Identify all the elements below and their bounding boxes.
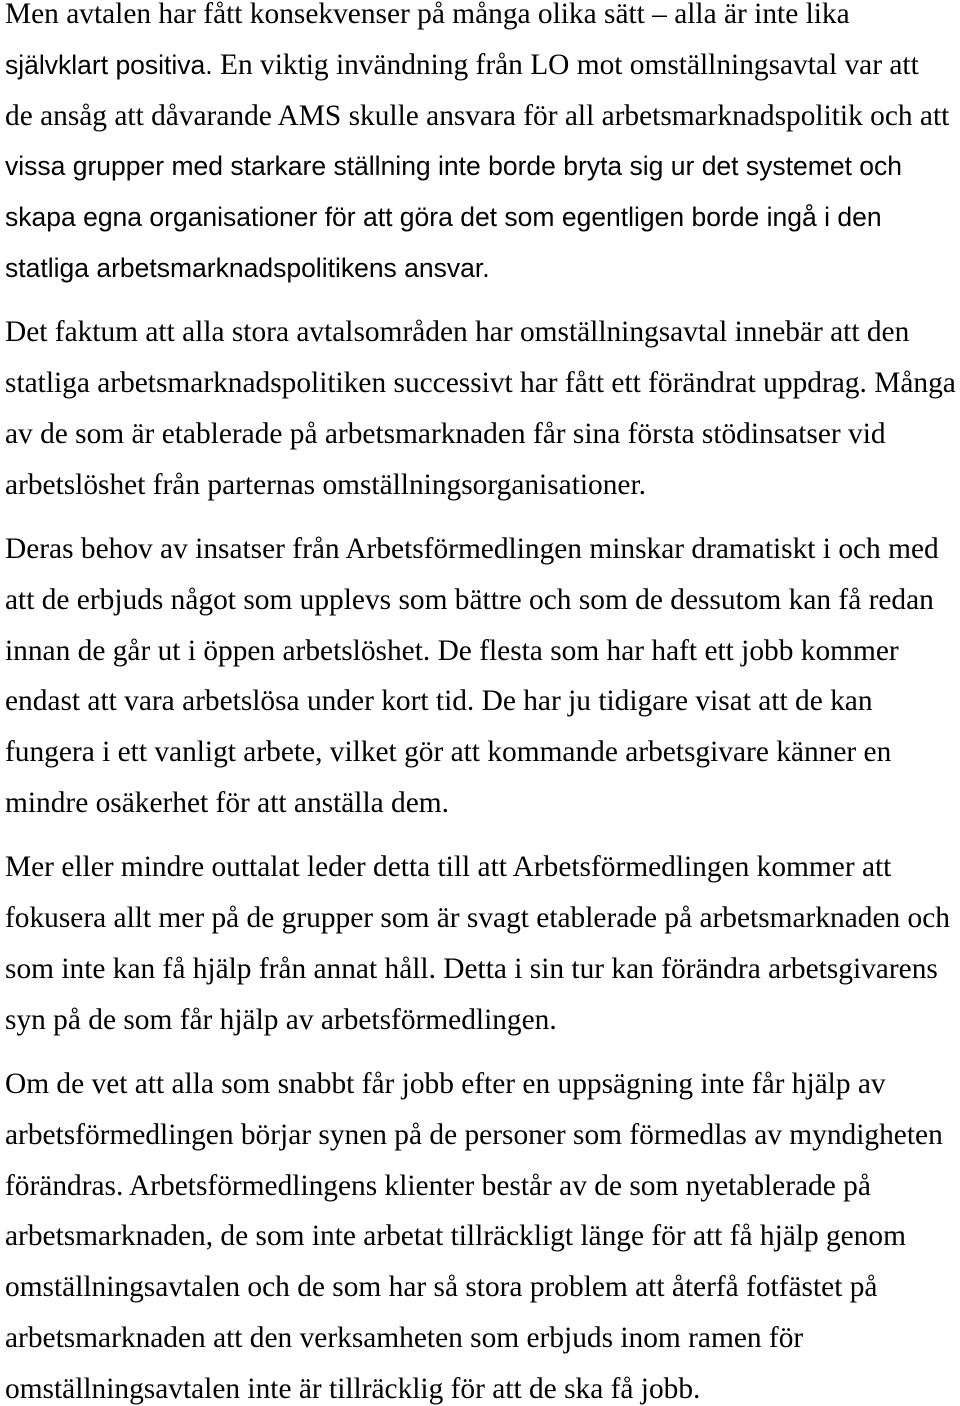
text-line: fokusera allt mer på de grupper som är svagt etablerade på arbetsmarknaden och bbox=[5, 902, 950, 935]
text-line: Men avtalen har fått konsekvenser på många olika sätt – alla är inte lika bbox=[5, 0, 850, 30]
text-line: syn på de som får hjälp av arbetsförmedlingen. bbox=[5, 1003, 557, 1036]
paragraph-4 bbox=[5, 851, 960, 1036]
text-line: arbetsförmedlingen börjar synen på de personer som förmedlas av myndigheten bbox=[5, 1118, 943, 1151]
text-line: Om de vet att alla som snabbt får jobb efter en uppsägning inte får hjälp av bbox=[5, 1067, 886, 1100]
text-line: endast att vara arbetslösa under kort tid. De har ju tidigare visat att de kan bbox=[5, 685, 873, 718]
paragraph-1 bbox=[5, 1, 960, 281]
text-segment: skapa egna organisationer för att göra det som egentligen borde ingå i den bbox=[5, 202, 882, 233]
text-line: arbetslöshet från parternas omställningsorganisationer. bbox=[5, 468, 646, 501]
text-line: arbetsmarknaden att den verksamheten som erbjuds inom ramen för bbox=[5, 1321, 804, 1354]
text-line: Deras behov av insatser från Arbetsförmedlingen minskar dramatiskt i och med bbox=[5, 532, 939, 565]
text-segment: statliga arbetsmarknadspolitikens ansvar. bbox=[5, 252, 490, 283]
text-line: av de som är etablerade på arbetsmarknaden får sina första stödinsatser vid bbox=[5, 417, 886, 450]
text-line: Mer eller mindre outtalat leder detta till att Arbetsförmedlingen kommer att bbox=[5, 851, 892, 884]
paragraph-3 bbox=[5, 532, 960, 819]
text-line: att de erbjuds något som upplevs som bättre och som de dessutom kan få redan bbox=[5, 583, 934, 616]
text-line: omställningsavtalen inte är tillräcklig för att de ska få jobb. bbox=[5, 1372, 701, 1405]
text-segment: självklart positiva. bbox=[5, 49, 213, 80]
text-line: innan de går ut i öppen arbetslöshet. De flesta som har haft ett jobb kommer bbox=[5, 634, 899, 667]
document-page bbox=[5, 0, 960, 1405]
text-line: statliga arbetsmarknadspolitiken successivt har fått ett förändrat uppdrag. Många bbox=[5, 367, 956, 400]
text-line: mindre osäkerhet för att anställa dem. bbox=[5, 786, 449, 819]
paragraph-2 bbox=[5, 316, 960, 501]
text-line bbox=[5, 252, 960, 283]
text-line: omställningsavtalen och de som har så stora problem att återfå fotfästet på bbox=[5, 1271, 878, 1304]
text-line bbox=[5, 48, 960, 81]
text-line: de ansåg att dåvarande AMS skulle ansvara för all arbetsmarknadspolitik och att bbox=[5, 99, 950, 132]
text-line bbox=[5, 202, 960, 233]
text-line: som inte kan få hjälp från annat håll. Detta i sin tur kan förändra arbetsgivarens bbox=[5, 952, 938, 985]
text-line: fungera i ett vanligt arbete, vilket gör att kommande arbetsgivare känner en bbox=[5, 736, 892, 769]
text-line bbox=[5, 151, 960, 182]
text-line: Det faktum att alla stora avtalsområden har omställningsavtal innebär att den bbox=[5, 316, 910, 349]
text-line: arbetsmarknaden, de som inte arbetat tillräckligt länge för att få hjälp genom bbox=[5, 1220, 906, 1253]
text-segment: vissa grupper med starkare ställning inte borde bryta sig ur det systemet och bbox=[5, 151, 903, 182]
text-line: förändras. Arbetsförmedlingens klienter består av de som nyetablerade på bbox=[5, 1169, 871, 1202]
paragraph-5 bbox=[5, 1067, 960, 1405]
text-segment: En viktig invändning från LO mot omställningsavtal var att bbox=[220, 48, 919, 81]
